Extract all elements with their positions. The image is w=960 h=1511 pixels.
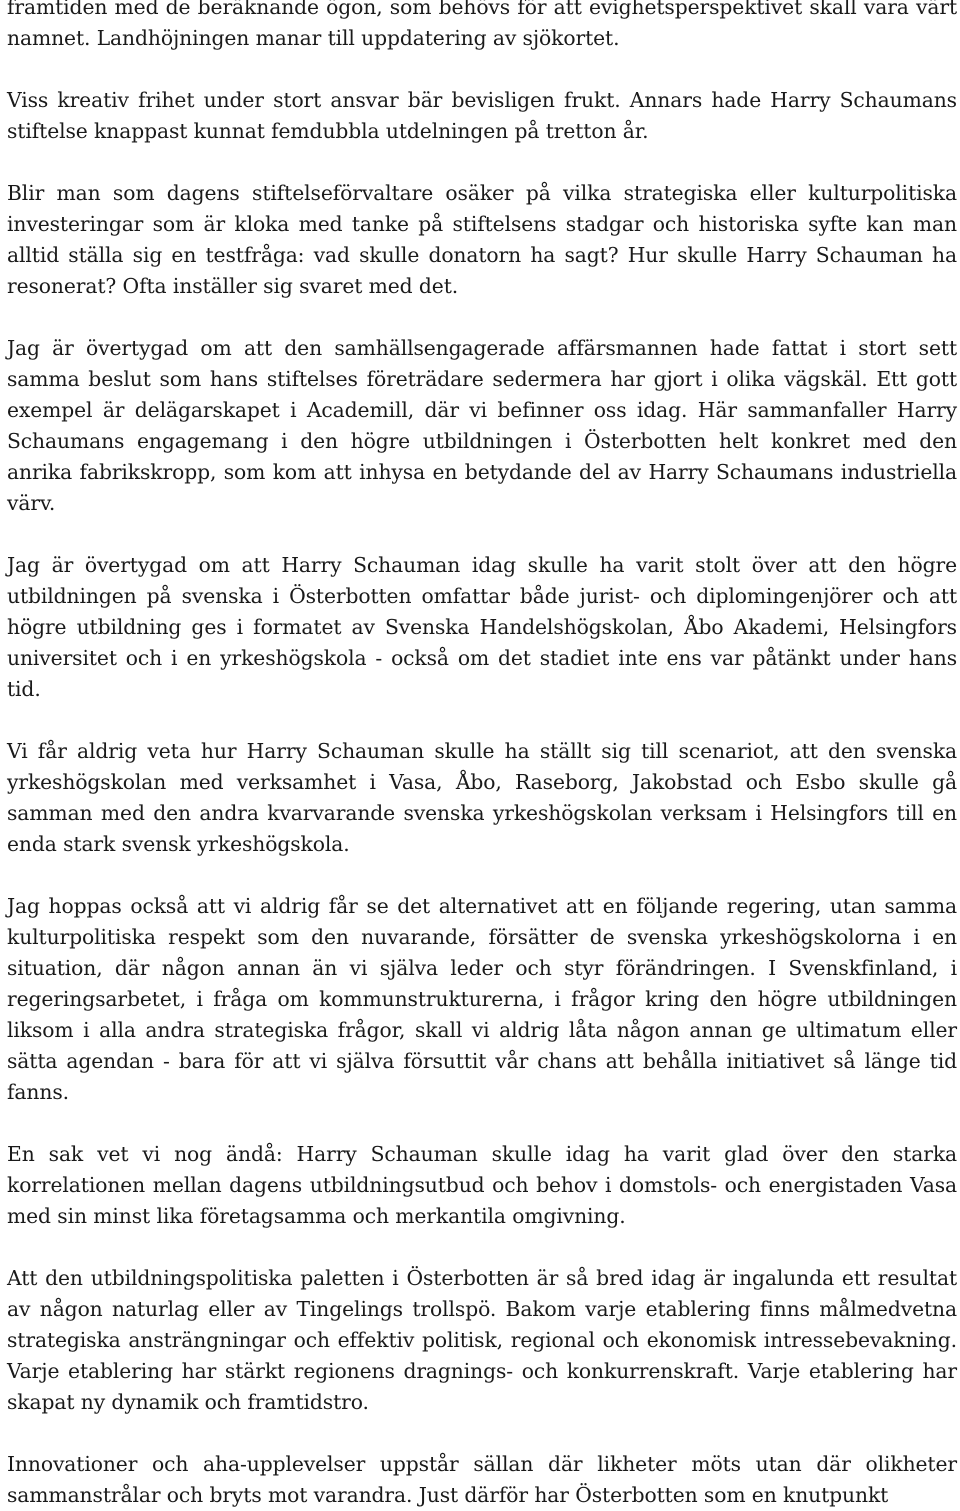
paragraph: Jag är övertygad om att Harry Schauman idag skulle ha varit stolt över att den högre utbildningen på svenska i Österbotten omfattar både jurist- och diplomingenjörer och att högre utbildning ges i formatet av Svenska Handelshögskolan, Åbo Akademi, Helsingfors universitet och i en yrkeshögskola - också om det stadiet inte ens var påtänkt under hans tid.: [7, 553, 957, 701]
paragraph: Blir man som dagens stiftelseförvaltare osäker på vilka strategiska eller kulturpolitiska investeringar som är kloka med tanke på stiftelsens stadgar och historiska syfte kan man alltid ställa sig en testfråga: vad skulle donatorn ha sagt? Hur skulle Harry Schauman ha resonerat? Ofta inställer sig svaret med det.: [7, 181, 957, 298]
paragraph: Viss kreativ frihet under stort ansvar bär bevisligen frukt. Annars hade Harry Schaumans stiftelse knappast kunnat femdubbla utdelningen på tretton år.: [7, 88, 957, 143]
document-page: [7, 0, 957, 1511]
paragraph: Jag hoppas också att vi aldrig får se det alternativet att en följande regering, utan samma kulturpolitiska respekt som den nuvarande, försätter de svenska yrkeshögskolorna i en situation, där någon annan än vi själva leder och styr förändringen. I Svenskfinland, i regeringsarbetet, i fråga om kommunstrukturerna, i frågor kring den högre utbildningen liksom i alla andra strategiska frågor, skall vi aldrig låta någon annan ge ultimatum eller sätta agendan - bara för att vi själva försuttit vår chans att behålla initiativet så länge tid fanns.: [7, 894, 957, 1104]
paragraph: framtiden med de beräknande ögon, som behövs för att evighetsperspektivet skall vara värt namnet. Landhöjningen manar till uppdatering av sjökortet.: [7, 0, 957, 50]
paragraph: Innovationer och aha-upplevelser uppstår sällan där likheter möts utan där olikheter sammanstrålar och bryts mot varandra. Just därför har Österbotten som en knutpunkt: [7, 1452, 957, 1507]
paragraph: Jag är övertygad om att den samhällsengagerade affärsmannen hade fattat i stort sett samma beslut som hans stiftelses företrädare sedermera har gjort i olika vägskäl. Ett gott exempel är delägarskapet i Academill, där vi befinner oss idag. Här sammanfaller Harry Schaumans engagemang i den högre utbildningen i Österbotten helt konkret med den anrika fabrikskropp, som kom att inhysa en betydande del av Harry Schaumans industriella värv.: [7, 336, 957, 515]
paragraph: Att den utbildningspolitiska paletten i Österbotten är så bred idag är ingalunda ett resultat av någon naturlag eller av Tingelings trollspö. Bakom varje etablering finns målmedvetna strategiska ansträngningar och effektiv politisk, regional och ekonomisk intressebevakning. Varje etablering har stärkt regionens dragnings- och konkurrenskraft. Varje etablering har skapat ny dynamik och framtidstro.: [7, 1266, 957, 1414]
paragraph: Vi får aldrig veta hur Harry Schauman skulle ha ställt sig till scenariot, att den svenska yrkeshögskolan med verksamhet i Vasa, Åbo, Raseborg, Jakobstad och Esbo skulle gå samman med den andra kvarvarande svenska yrkeshögskolan verksam i Helsingfors till en enda stark svensk yrkeshögskola.: [7, 739, 957, 856]
paragraph: En sak vet vi nog ändå: Harry Schauman skulle idag ha varit glad över den starka korrelationen mellan dagens utbildningsutbud och behov i domstols- och energistaden Vasa med sin minst lika företagsamma och merkantila omgivning.: [7, 1142, 957, 1228]
